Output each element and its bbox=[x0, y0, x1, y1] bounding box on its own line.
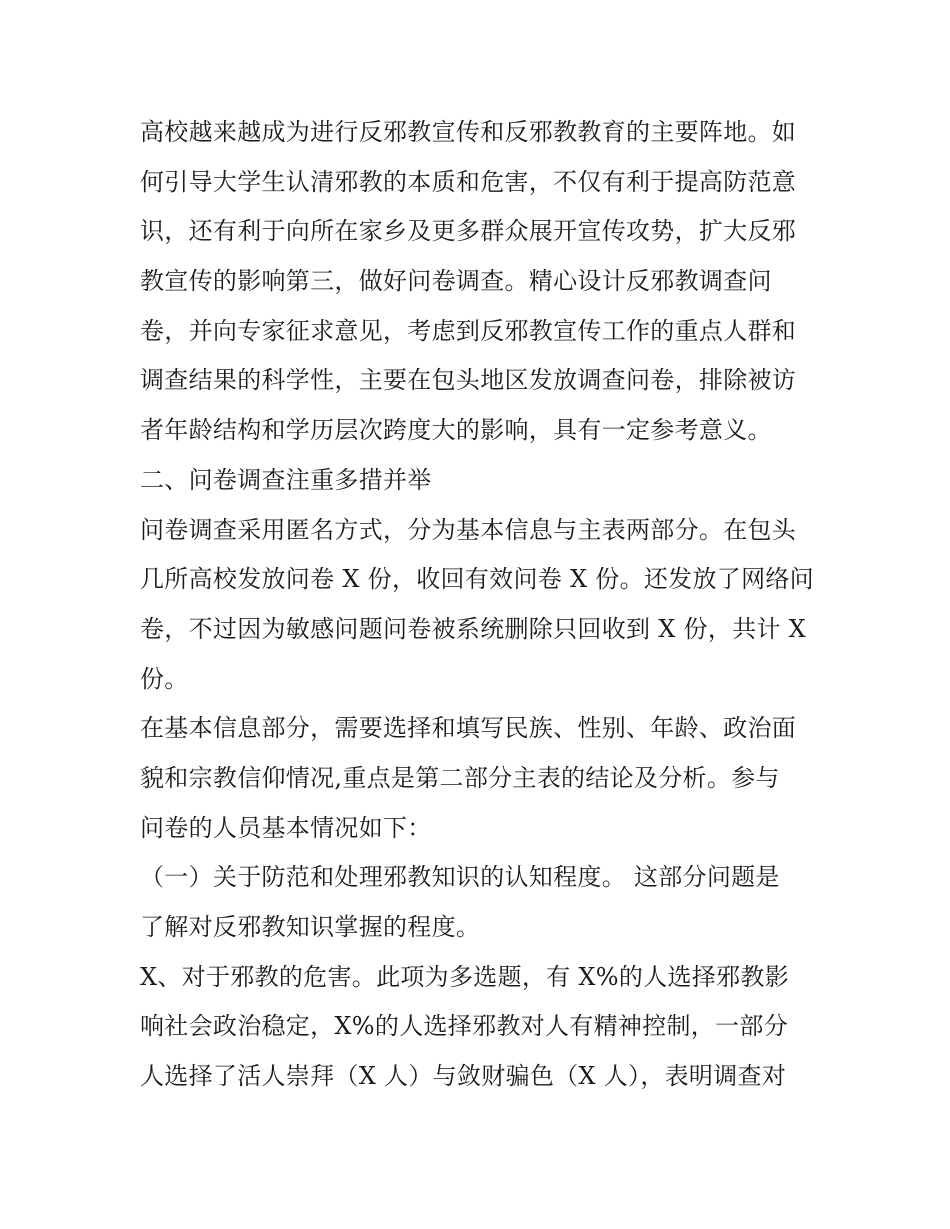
text-line: 人选择了活人崇拜（X 人）与敛财骗色（X 人），表明调查对 bbox=[140, 1062, 787, 1091]
text-line: 识，还有利于向所在家乡及更多群众展开宣传攻势，扩大反邪 bbox=[140, 217, 797, 246]
text-line: X、对于邪教的危害。此项为多选题，有 X%的人选择邪教影 bbox=[140, 962, 790, 991]
text-line: 卷，并向专家征求意见，考虑到反邪教宣传工作的重点人群和 bbox=[140, 316, 797, 345]
body-text bbox=[140, 108, 820, 1102]
text-line: 响社会政治稳定，X%的人选择邪教对人有精神控制，一部分 bbox=[140, 1012, 788, 1041]
text-line: 卷，不过因为敏感问题问卷被系统删除只回收到 X 份，共计 X bbox=[140, 614, 807, 643]
subsection-heading: （一）关于防范和处理邪教知识的认知程度。 这部分问题是 bbox=[140, 863, 780, 892]
text-line: 调查结果的科学性，主要在包头地区发放调查问卷，排除被访 bbox=[140, 366, 797, 395]
text-line: 教宣传的影响第三，做好问卷调查。精心设计反邪教调查问 bbox=[140, 267, 772, 296]
text-line: 了解对反邪教知识掌握的程度。 bbox=[140, 913, 481, 941]
text-line: 貌和宗教信仰情况,重点是第二部分主表的结论及分析。参与 bbox=[140, 763, 780, 792]
text-line: 问卷的人员基本情况如下： bbox=[140, 813, 432, 842]
text-line: 在基本信息部分，需要选择和填写民族、性别、年龄、政治面 bbox=[140, 714, 797, 743]
text-line: 问卷调查采用匿名方式，分为基本信息与主表两部分。在包头 bbox=[140, 515, 797, 544]
text-line: 何引导大学生认清邪教的本质和危害，不仅有利于提高防范意 bbox=[140, 167, 797, 196]
text-line: 份。 bbox=[140, 664, 189, 693]
text-line: 几所高校发放问卷 X 份，收回有效问卷 X 份。还发放了网络问 bbox=[140, 565, 814, 594]
text-line: 者年龄结构和学历层次跨度大的影响，具有一定参考意义。 bbox=[140, 416, 772, 445]
text-line: 高校越来越成为进行反邪教宣传和反邪教教育的主要阵地。如 bbox=[140, 118, 797, 146]
section-heading: 二、问卷调查注重多措并举 bbox=[140, 465, 432, 494]
